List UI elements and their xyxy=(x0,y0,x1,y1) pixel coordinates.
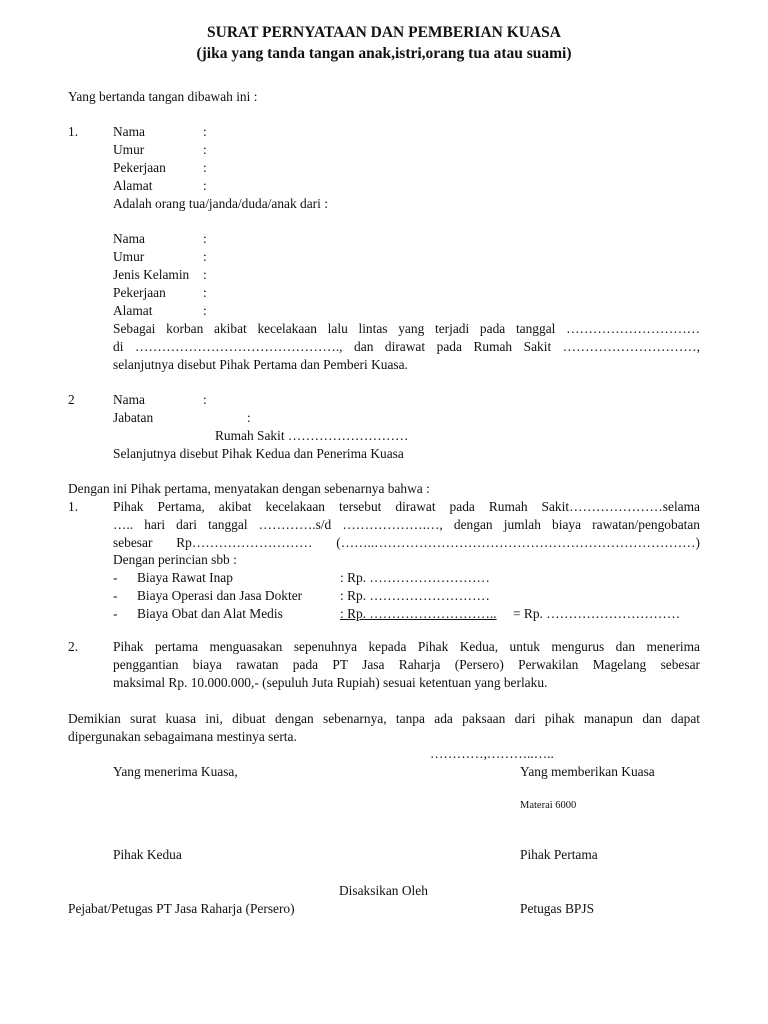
intro-text: Yang bertanda tangan dibawah ini : xyxy=(68,89,258,104)
statement-intro: Dengan ini Pihak pertama, menyatakan dengan sebenarnya bahwa : xyxy=(68,481,430,496)
party1-job-label: Pekerjaan xyxy=(113,160,166,175)
cost-value-surgery: : Rp. ……………………… xyxy=(340,588,490,603)
cost-value-medicine: : Rp. ……………………….. xyxy=(340,606,497,621)
party2-number: 2 xyxy=(68,392,75,407)
cost-label-inpatient: Biaya Rawat Inap xyxy=(137,570,233,585)
giver-label: Yang memberikan Kuasa xyxy=(520,764,655,779)
victim-age-colon: : xyxy=(203,249,207,264)
party2-position-label: Jabatan xyxy=(113,410,154,425)
victim-name-colon: : xyxy=(203,231,207,246)
party1-address-label: Alamat xyxy=(113,178,153,193)
receiver-label: Yang menerima Kuasa, xyxy=(113,764,238,779)
closing-line2: dipergunakan sebagaimana mestinya serta. xyxy=(68,729,297,744)
witness-left: Pejabat/Petugas PT Jasa Raharja (Persero) xyxy=(68,901,295,916)
party1-relation: Adalah orang tua/janda/duda/anak dari : xyxy=(113,196,328,211)
victim-closing-line: selanjutnya disebut Pihak Pertama dan Pemberi Kuasa. xyxy=(113,357,408,372)
cost-bullet: - xyxy=(113,570,118,585)
party2-position-colon: : xyxy=(247,410,251,425)
statement-item1-line1: Pihak Pertama, akibat kecelakaan tersebut dirawat pada Rumah Sakit…………………selama xyxy=(113,499,700,514)
witness-label: Disaksikan Oleh xyxy=(339,883,428,898)
document-title: SURAT PERNYATAAN DAN PEMBERIAN KUASA xyxy=(207,24,561,41)
cost-label-medicine: Biaya Obat dan Alat Medis xyxy=(137,606,283,621)
statement-item2-line1: Pihak pertama menguasakan sepenuhnya kepada Pihak Kedua, untuk mengurus dan menerima xyxy=(113,639,700,654)
party2-closing: Selanjutnya disebut Pihak Kedua dan Penerima Kuasa xyxy=(113,446,404,461)
victim-hospital-line: di ………………………………………., dan dirawat pada Rumah Sakit …………………………, xyxy=(113,339,700,354)
document-subtitle: (jika yang tanda tangan anak,istri,orang tua atau suami) xyxy=(196,45,572,62)
victim-gender-label: Jenis Kelamin xyxy=(113,267,190,282)
party1-number: 1. xyxy=(68,124,79,139)
party2-name-label: Nama xyxy=(113,392,145,407)
statement-item1-number: 1. xyxy=(68,499,79,514)
victim-age-label: Umur xyxy=(113,249,145,264)
victim-accident-line: Sebagai korban akibat kecelakaan lalu lintas yang terjadi pada tanggal ………………………… xyxy=(113,321,700,336)
cost-total: = Rp. ………………………… xyxy=(513,606,681,621)
cost-bullet: - xyxy=(113,588,118,603)
closing-line1: Demikian surat kuasa ini, dibuat dengan sebenarnya, tanpa ada paksaan dari pihak manapun dan dapat xyxy=(68,711,700,726)
place-date: …………,………..….. xyxy=(430,746,554,761)
statement-item1-line3: sebesar Rp……………………… (……..………………………………………………………………) xyxy=(113,535,700,550)
party1-address-colon: : xyxy=(203,178,207,193)
victim-address-colon: : xyxy=(203,303,207,318)
party2-name-colon: : xyxy=(203,392,207,407)
victim-job-colon: : xyxy=(203,285,207,300)
giver-name: Pihak Pertama xyxy=(520,847,598,862)
breakdown-intro: Dengan perincian sbb : xyxy=(113,552,237,567)
party1-age-label: Umur xyxy=(113,142,145,157)
party1-name-colon: : xyxy=(203,124,207,139)
party2-hospital: Rumah Sakit ……………………… xyxy=(215,428,409,443)
party1-job-colon: : xyxy=(203,160,207,175)
statement-item2-number: 2. xyxy=(68,639,79,654)
victim-gender-colon: : xyxy=(203,267,207,282)
statement-item2-line2: penggantian biaya rawatan pada PT Jasa Raharja (Persero) Perwakilan Magelang sebesar xyxy=(113,657,700,672)
party1-age-colon: : xyxy=(203,142,207,157)
victim-address-label: Alamat xyxy=(113,303,153,318)
party1-name-label: Nama xyxy=(113,124,145,139)
cost-bullet: - xyxy=(113,606,118,621)
cost-value-inpatient: : Rp. ……………………… xyxy=(340,570,490,585)
victim-job-label: Pekerjaan xyxy=(113,285,166,300)
witness-right: Petugas BPJS xyxy=(520,901,595,916)
cost-label-surgery: Biaya Operasi dan Jasa Dokter xyxy=(137,588,303,603)
victim-name-label: Nama xyxy=(113,231,145,246)
statement-item2-line3: maksimal Rp. 10.000.000,- (sepuluh Juta Rupiah) sesuai ketentuan yang berlaku. xyxy=(113,675,548,690)
statement-item1-line2: ….. hari dari tanggal ………….s/d ……………….…, dengan jumlah biaya rawatan/pengobatan xyxy=(113,517,700,532)
stamp-duty-label: Materai 6000 xyxy=(520,800,577,811)
receiver-name: Pihak Kedua xyxy=(113,847,182,862)
